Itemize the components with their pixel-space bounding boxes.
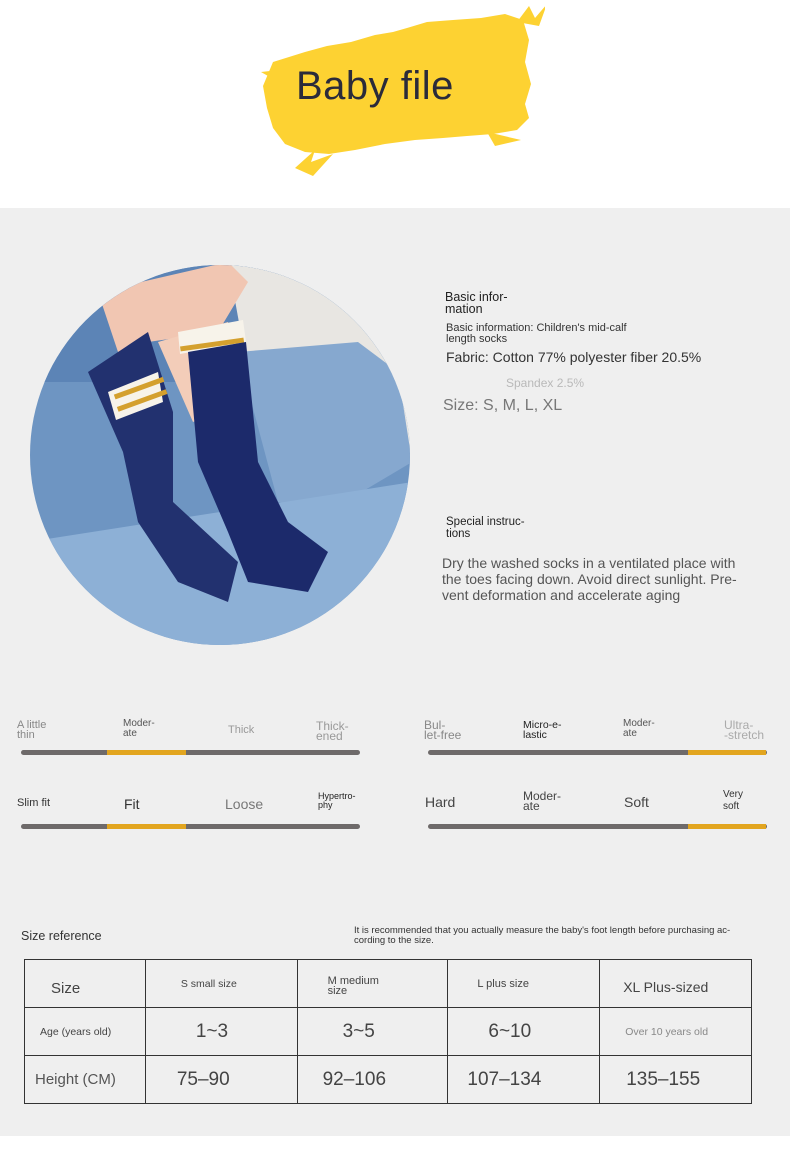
- header-l: L plus size: [477, 977, 529, 990]
- size-reference-title: Size reference: [21, 929, 102, 943]
- elasticity-label-ultra: [724, 720, 764, 740]
- size-table: [24, 959, 752, 1104]
- table-cell: [297, 1008, 448, 1056]
- label-text: ate: [623, 728, 637, 739]
- label-text: Bul-: [424, 718, 446, 732]
- label-text: A little: [17, 719, 47, 731]
- table-row: [25, 960, 752, 1008]
- header-xl: XL Plus-sized: [623, 978, 709, 995]
- label-text: ened: [316, 729, 343, 743]
- label-text: Very: [723, 789, 744, 800]
- table-cell: [25, 1008, 146, 1056]
- fabric-text: Fabric: Cotton 77% polyester fiber 20.5%: [446, 349, 702, 365]
- note-line1: It is recommended that you actually measure the baby's foot length before purchasing ac-: [354, 925, 731, 936]
- care-line1: Dry the washed socks in a ventilated place with: [442, 555, 736, 571]
- label-text: Moder-: [123, 718, 155, 729]
- table-cell: [145, 1056, 297, 1104]
- special-heading-line2: tions: [446, 528, 471, 540]
- fit-label-fit: Fit: [124, 796, 140, 812]
- age-m: 3~5: [342, 1020, 375, 1042]
- label-text: Hypertro-: [318, 791, 356, 801]
- basic-info-text: [446, 323, 627, 345]
- special-heading-line1: Special instruc-: [446, 516, 525, 528]
- size-text: Size: S, M, L, XL: [443, 397, 563, 414]
- note-line2: cording to the size.: [354, 935, 434, 946]
- thickness-label-thin: [17, 720, 46, 740]
- elasticity-label-moderate: [623, 719, 655, 739]
- label-text: Micro-e-: [523, 719, 562, 731]
- table-cell: [600, 1008, 752, 1056]
- spandex-text: Spandex 2.5%: [506, 376, 585, 390]
- care-line3: vent deformation and accelerate aging: [442, 587, 681, 603]
- label-text: phy: [318, 800, 333, 810]
- label-text: lastic: [523, 729, 547, 741]
- softness-selected-fill: [688, 824, 766, 829]
- size-recommendation-note: [354, 926, 774, 946]
- elasticity-label-micro: [523, 720, 562, 740]
- table-cell: [145, 1008, 297, 1056]
- thickness-label-moderate: [123, 719, 155, 739]
- special-heading: [446, 516, 525, 540]
- basic-heading-line1: Basic infor-: [445, 290, 508, 304]
- table-cell: [600, 1056, 752, 1104]
- table-cell: [145, 960, 297, 1008]
- table-cell: [448, 1008, 600, 1056]
- basic-heading-line2: mation: [445, 302, 483, 316]
- table-cell: [448, 1056, 600, 1104]
- height-xl: 135–155: [626, 1068, 701, 1090]
- table-row: [25, 1056, 752, 1104]
- table-cell: [448, 960, 600, 1008]
- height-l: 107–134: [467, 1068, 542, 1090]
- age-xl: Over 10 years old: [625, 1025, 709, 1038]
- age-s: 1~3: [195, 1020, 229, 1042]
- age-l: 6~10: [488, 1020, 532, 1042]
- page-title: Baby file: [296, 64, 454, 108]
- label-text: Ultra-: [724, 718, 754, 732]
- elasticity-label-bulletfree: [424, 720, 461, 740]
- table-cell: [25, 960, 146, 1008]
- thickness-selected-fill: [107, 750, 186, 755]
- label-text: soft: [723, 801, 740, 812]
- basic-info-heading: [445, 291, 508, 315]
- header-size: Size: [51, 980, 81, 997]
- softness-label-moderate: [523, 791, 561, 811]
- label-text: ate: [123, 728, 137, 739]
- height-m: 92–106: [322, 1068, 387, 1090]
- fit-label-slim: Slim fit: [17, 797, 50, 809]
- care-instructions: [442, 555, 737, 603]
- softness-label-hard: Hard: [425, 794, 456, 810]
- label-text: Moder-: [523, 789, 562, 803]
- header-banner: [0, 0, 790, 208]
- care-line2: the toes facing down. Avoid direct sunlight. Pre-: [442, 571, 737, 587]
- thickness-label-thick: Thick: [228, 724, 255, 736]
- product-photo: [28, 262, 412, 648]
- label-text: Thick-: [316, 719, 349, 733]
- table-cell: [297, 1056, 448, 1104]
- fit-selected-fill: [107, 824, 186, 829]
- label-text: Moder-: [623, 718, 655, 729]
- age-label: Age (years old): [40, 1025, 112, 1038]
- table-cell: [25, 1056, 146, 1104]
- table-row: [25, 1008, 752, 1056]
- thickness-track: [21, 750, 360, 755]
- height-s: 75–90: [176, 1068, 230, 1090]
- fit-label-loose: Loose: [225, 796, 264, 812]
- header-m-line2: size: [327, 984, 348, 997]
- label-text: let-free: [424, 728, 462, 742]
- header-m-line1: M medium: [327, 974, 379, 987]
- header-s: S small size: [180, 977, 237, 990]
- height-label: Height (CM): [35, 1071, 116, 1088]
- softness-label-soft: Soft: [624, 794, 649, 810]
- thickness-label-thickened: [316, 721, 349, 741]
- basic-info-line1: Basic information: Children's mid-calf: [446, 322, 627, 334]
- fit-label-hypertrophy: [318, 792, 356, 810]
- basic-info-line2: length socks: [446, 333, 508, 345]
- fit-track: [21, 824, 360, 829]
- table-cell: [297, 960, 448, 1008]
- label-text: -stretch: [724, 728, 765, 742]
- softness-label-verysoft: [723, 789, 743, 813]
- label-text: ate: [523, 799, 540, 813]
- elasticity-selected-fill: [688, 750, 766, 755]
- label-text: thin: [17, 729, 35, 741]
- table-cell: [600, 960, 752, 1008]
